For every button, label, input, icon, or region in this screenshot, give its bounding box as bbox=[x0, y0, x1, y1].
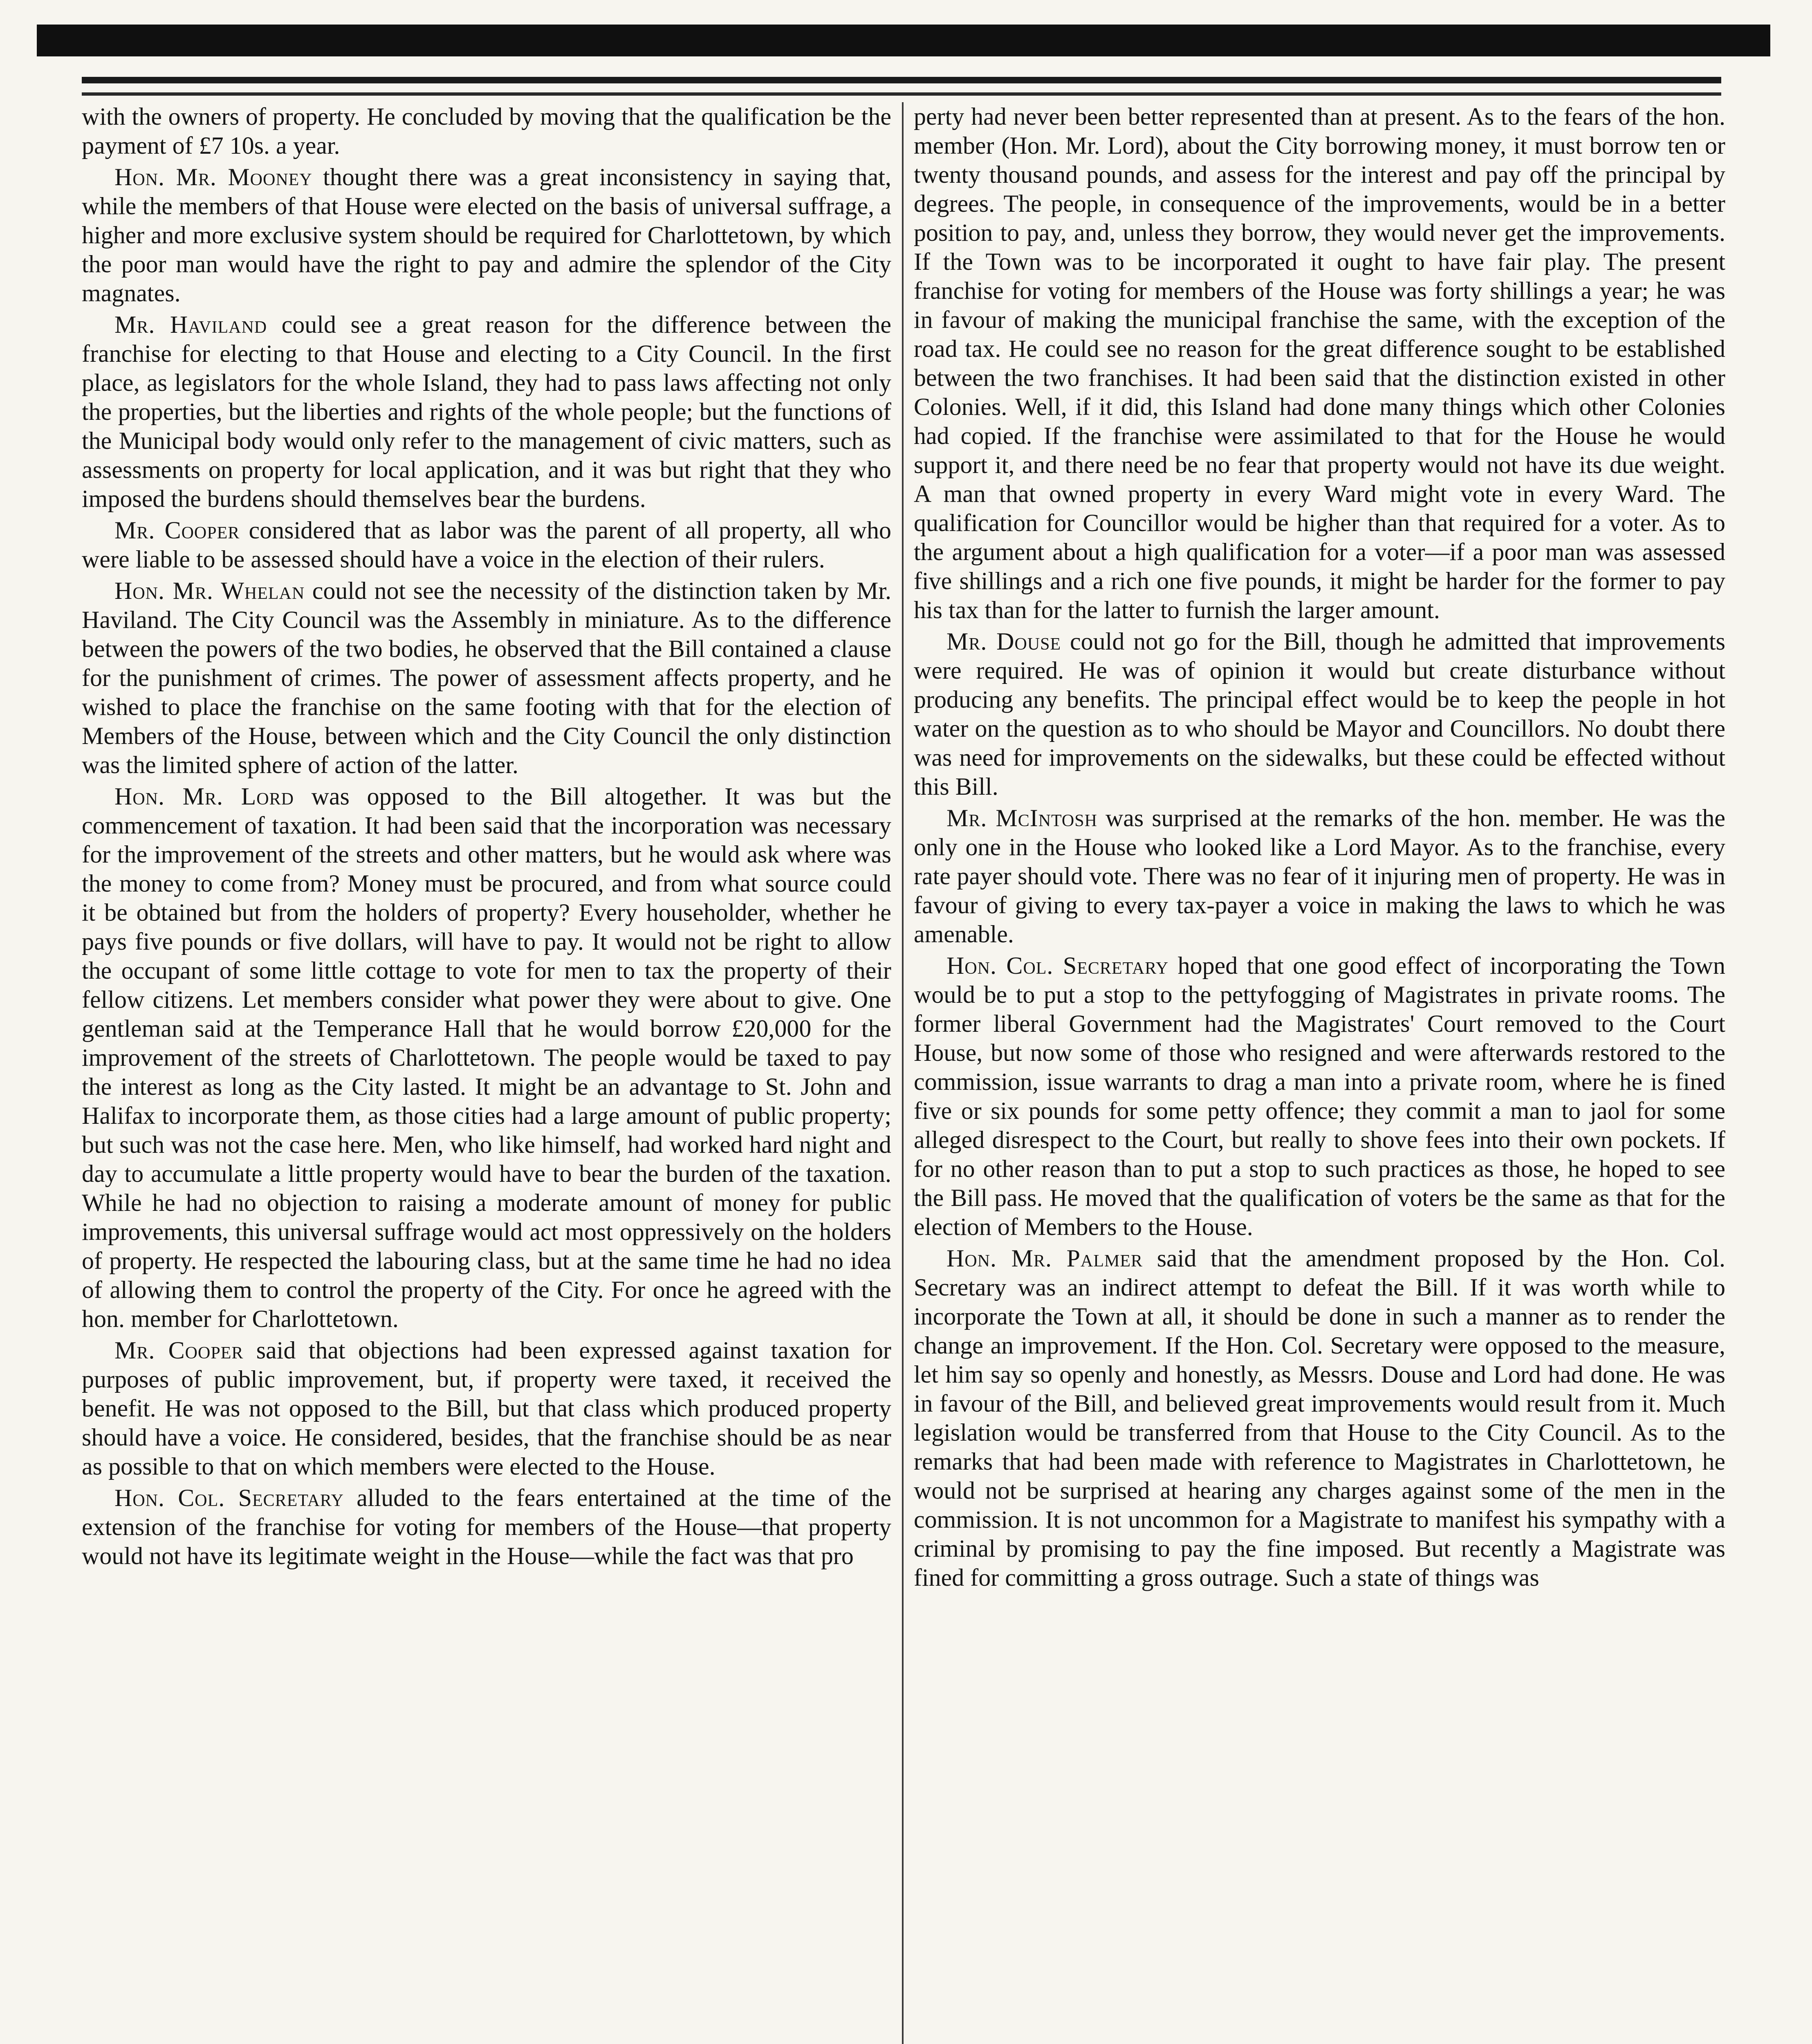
speaker-name: Hon. Col. Secretary bbox=[114, 1484, 344, 1511]
paragraph-left-0: with the owners of property. He concluded by moving that the qualification be the payment of £7 10s. a year. bbox=[82, 103, 891, 159]
paragraph-right-2: Mr. McIntosh was surprised at the remarks of the hon. member. He was the only one in the House who looked like a Lord Mayor. As to the franchise, every rate payer should vote. There was no fear of it injuring men of property. He was in favour of giving to every tax-payer a voice in making the laws to which he was amenable. bbox=[914, 805, 1725, 948]
paragraph-right-4: Hon. Mr. Palmer said that the amendment proposed by the Hon. Col. Secretary was an indirect attempt to defeat the Bill. If it was worth while to incorporate the Town at all, it should be done in such a manner as to render the change an improvement. If the Hon. Col. Secretary were opposed to the measure, let him say so openly and honestly, as Messrs. Douse and Lord had done. He was in favour of the Bill, and believed great improvements would result from it. Much legislation would be transferred from that House to the City Council. As to the remarks that had been made with reference to Magistrates in Charlottetown, he would not be surprised at hearing any charges against some of the men in the commission. It is not uncommon for a Magistrate to manifest his sympathy with a criminal by promising to pay the fine imposed. But recently a Magistrate was fined for committing a gross outrage. Such a state of things was bbox=[914, 1245, 1725, 1591]
paragraph-right-3: Hon. Col. Secretary hoped that one good effect of incorporating the Town would be to put a stop to the pettyfogging of Magistrates in private rooms. The former liberal Government had the Magistrates' Court removed to the Court House, but now some of those who resigned and were afterwards restored to the commission, issue warrants to drag a man into a private room, where he is fined five or six pounds for some petty offence; they commit a man to jaol for some alleged disrespect to the Court, but really to shove fees into their own pockets. If for no other reason than to put a stop to such practices as those, he hoped to see the Bill pass. He moved that the qualification of voters be the same as that for the election of Members to the House. bbox=[914, 952, 1725, 1240]
paragraph-left-6: Mr. Cooper said that objections had been expressed against taxation for purposes of public improvement, but, if property were taxed, it received the benefit. He was not opposed to the Bill, but that class which produced property should have a voice. He considered, besides, that the franchise should be as near as possible to that on which members were elected to the House. bbox=[82, 1337, 891, 1480]
paragraph-left-5: Hon. Mr. Lord was opposed to the Bill altogether. It was but the commencement of taxation. It had been said that the incorporation was necessary for the improvement of the streets and other matters, but he would ask where was the money to come from? Money must be procured, and from what source could it be obtained but from the holders of property? Every householder, whether he pays five pounds or five dollars, will have to pay. It would not be right to allow the occupant of some little cottage to vote for men to tax the property of their fellow citizens. Let members consider what power they were about to give. One gentleman said at the Temperance Hall that he would borrow £20,000 for the improvement of the streets of Charlottetown. The people would be taxed to pay the interest as long as the City lasted. It might be an advantage to St. John and Halifax to incorporate them, as those cities had a large amount of public property; but such was not the case here. Men, who like himself, had worked hard night and day to accumulate a little property would have to bear the burden of the taxation. While he had no objection to raising a moderate amount of money for public improvements, this universal suffrage would act most oppressively on the holders of property. He respected the labouring class, but at the same time he had no idea of allowing them to control the property of the City. For once he agreed with the hon. member for Charlottetown. bbox=[82, 783, 891, 1332]
speaker-name: Mr. Douse bbox=[946, 628, 1061, 655]
header-rule-double bbox=[82, 92, 1721, 96]
header-rule-heavy bbox=[37, 25, 1770, 56]
speaker-name: Hon. Mr. Whelan bbox=[114, 577, 305, 604]
speaker-name: Hon. Mr. Palmer bbox=[946, 1245, 1143, 1272]
paragraph-left-2: Mr. Haviland could see a great reason for the difference between the franchise for electing to that House and electing to a City Council. In the first place, as legislators for the whole Island, they had to pass laws affecting not only the properties, but the liberties and rights of the whole people; but the functions of the Municipal body would only refer to the management of civic matters, such as assessments on property for local application, and it was but right that they who imposed the burdens should themselves bear the burdens. bbox=[82, 311, 891, 512]
speaker-name: Hon. Mr. Lord bbox=[114, 783, 294, 810]
paragraph-left-7: Hon. Col. Secretary alluded to the fears entertained at the time of the extension of the franchise for voting for members of the House—that property would not have its legitimate weight in the House—while the fact was that pro bbox=[82, 1484, 891, 1569]
speaker-name: Hon. Col. Secretary bbox=[946, 952, 1169, 979]
column-divider bbox=[902, 102, 904, 2044]
header-rule-thin bbox=[82, 77, 1721, 83]
speaker-name: Mr. Haviland bbox=[114, 311, 267, 338]
right-column bbox=[914, 102, 1725, 2044]
paragraph-right-1: Mr. Douse could not go for the Bill, though he admitted that improvements were required. He was of opinion it would but create disturbance without producing any benefits. The principal effect would be to keep the people in hot water on the question as to who should be Mayor and Councillors. No doubt there was need for improvements on the sidewalks, but these could be effected without this Bill. bbox=[914, 628, 1725, 800]
paragraph-right-0: perty had never been better represented than at present. As to the fears of the hon. member (Hon. Mr. Lord), about the City borrowing money, it must borrow ten or twenty thousand pounds, and assess for the interest and pay off the principal by degrees. The people, in consequence of the improvements, would be in a better position to pay, and, unless they borrow, they would never get the improvements. If the Town was to be incorporated it ought to have fair play. The present franchise for voting for members of the House was forty shillings a year; he was in favour of making the municipal franchise the same, with the exception of the road tax. He could see no reason for the great difference sought to be established between the two franchises. It had been said that the distinction existed in other Colonies. Well, if it did, this Island had done many things which other Colonies had copied. If the franchise were assimilated to that for the House he would support it, and there need be no fear that property would not have its due weight. A man that owned property in every Ward might vote in every Ward. The qualification for Councillor would be higher than that required for a voter. As to the argument about a high qualification for a voter—if a poor man was assessed five shillings and a rich one five pounds, it might be harder for the former to pay his tax than for the latter to furnish the larger amount. bbox=[914, 103, 1725, 623]
speaker-name: Mr. Cooper bbox=[114, 517, 240, 544]
left-column bbox=[82, 102, 891, 2044]
paragraph-left-4: Hon. Mr. Whelan could not see the necessity of the distinction taken by Mr. Haviland. The City Council was the Assembly in miniature. As to the difference between the powers of the two bodies, he observed that the Bill contained a clause for the punishment of crimes. The power of assessment affects property, and he wished to place the franchise on the same footing with that for the election of Members of the House, between which and the City Council the only distinction was the limited sphere of action of the latter. bbox=[82, 577, 891, 778]
paragraph-left-3: Mr. Cooper considered that as labor was the parent of all property, all who were liable to be assessed should have a voice in the election of their rulers. bbox=[82, 517, 891, 573]
speaker-name: Mr. Cooper bbox=[114, 1337, 244, 1364]
speaker-name: Hon. Mr. Mooney bbox=[114, 164, 312, 191]
paragraph-left-1: Hon. Mr. Mooney thought there was a great inconsistency in saying that, while the members of that House were elected on the basis of universal suffrage, a higher and more exclusive system should be required for Charlottetown, by which the poor man would have the right to pay and admire the splendor of the City magnates. bbox=[82, 164, 891, 307]
speaker-name: Mr. McIntosh bbox=[946, 805, 1097, 831]
